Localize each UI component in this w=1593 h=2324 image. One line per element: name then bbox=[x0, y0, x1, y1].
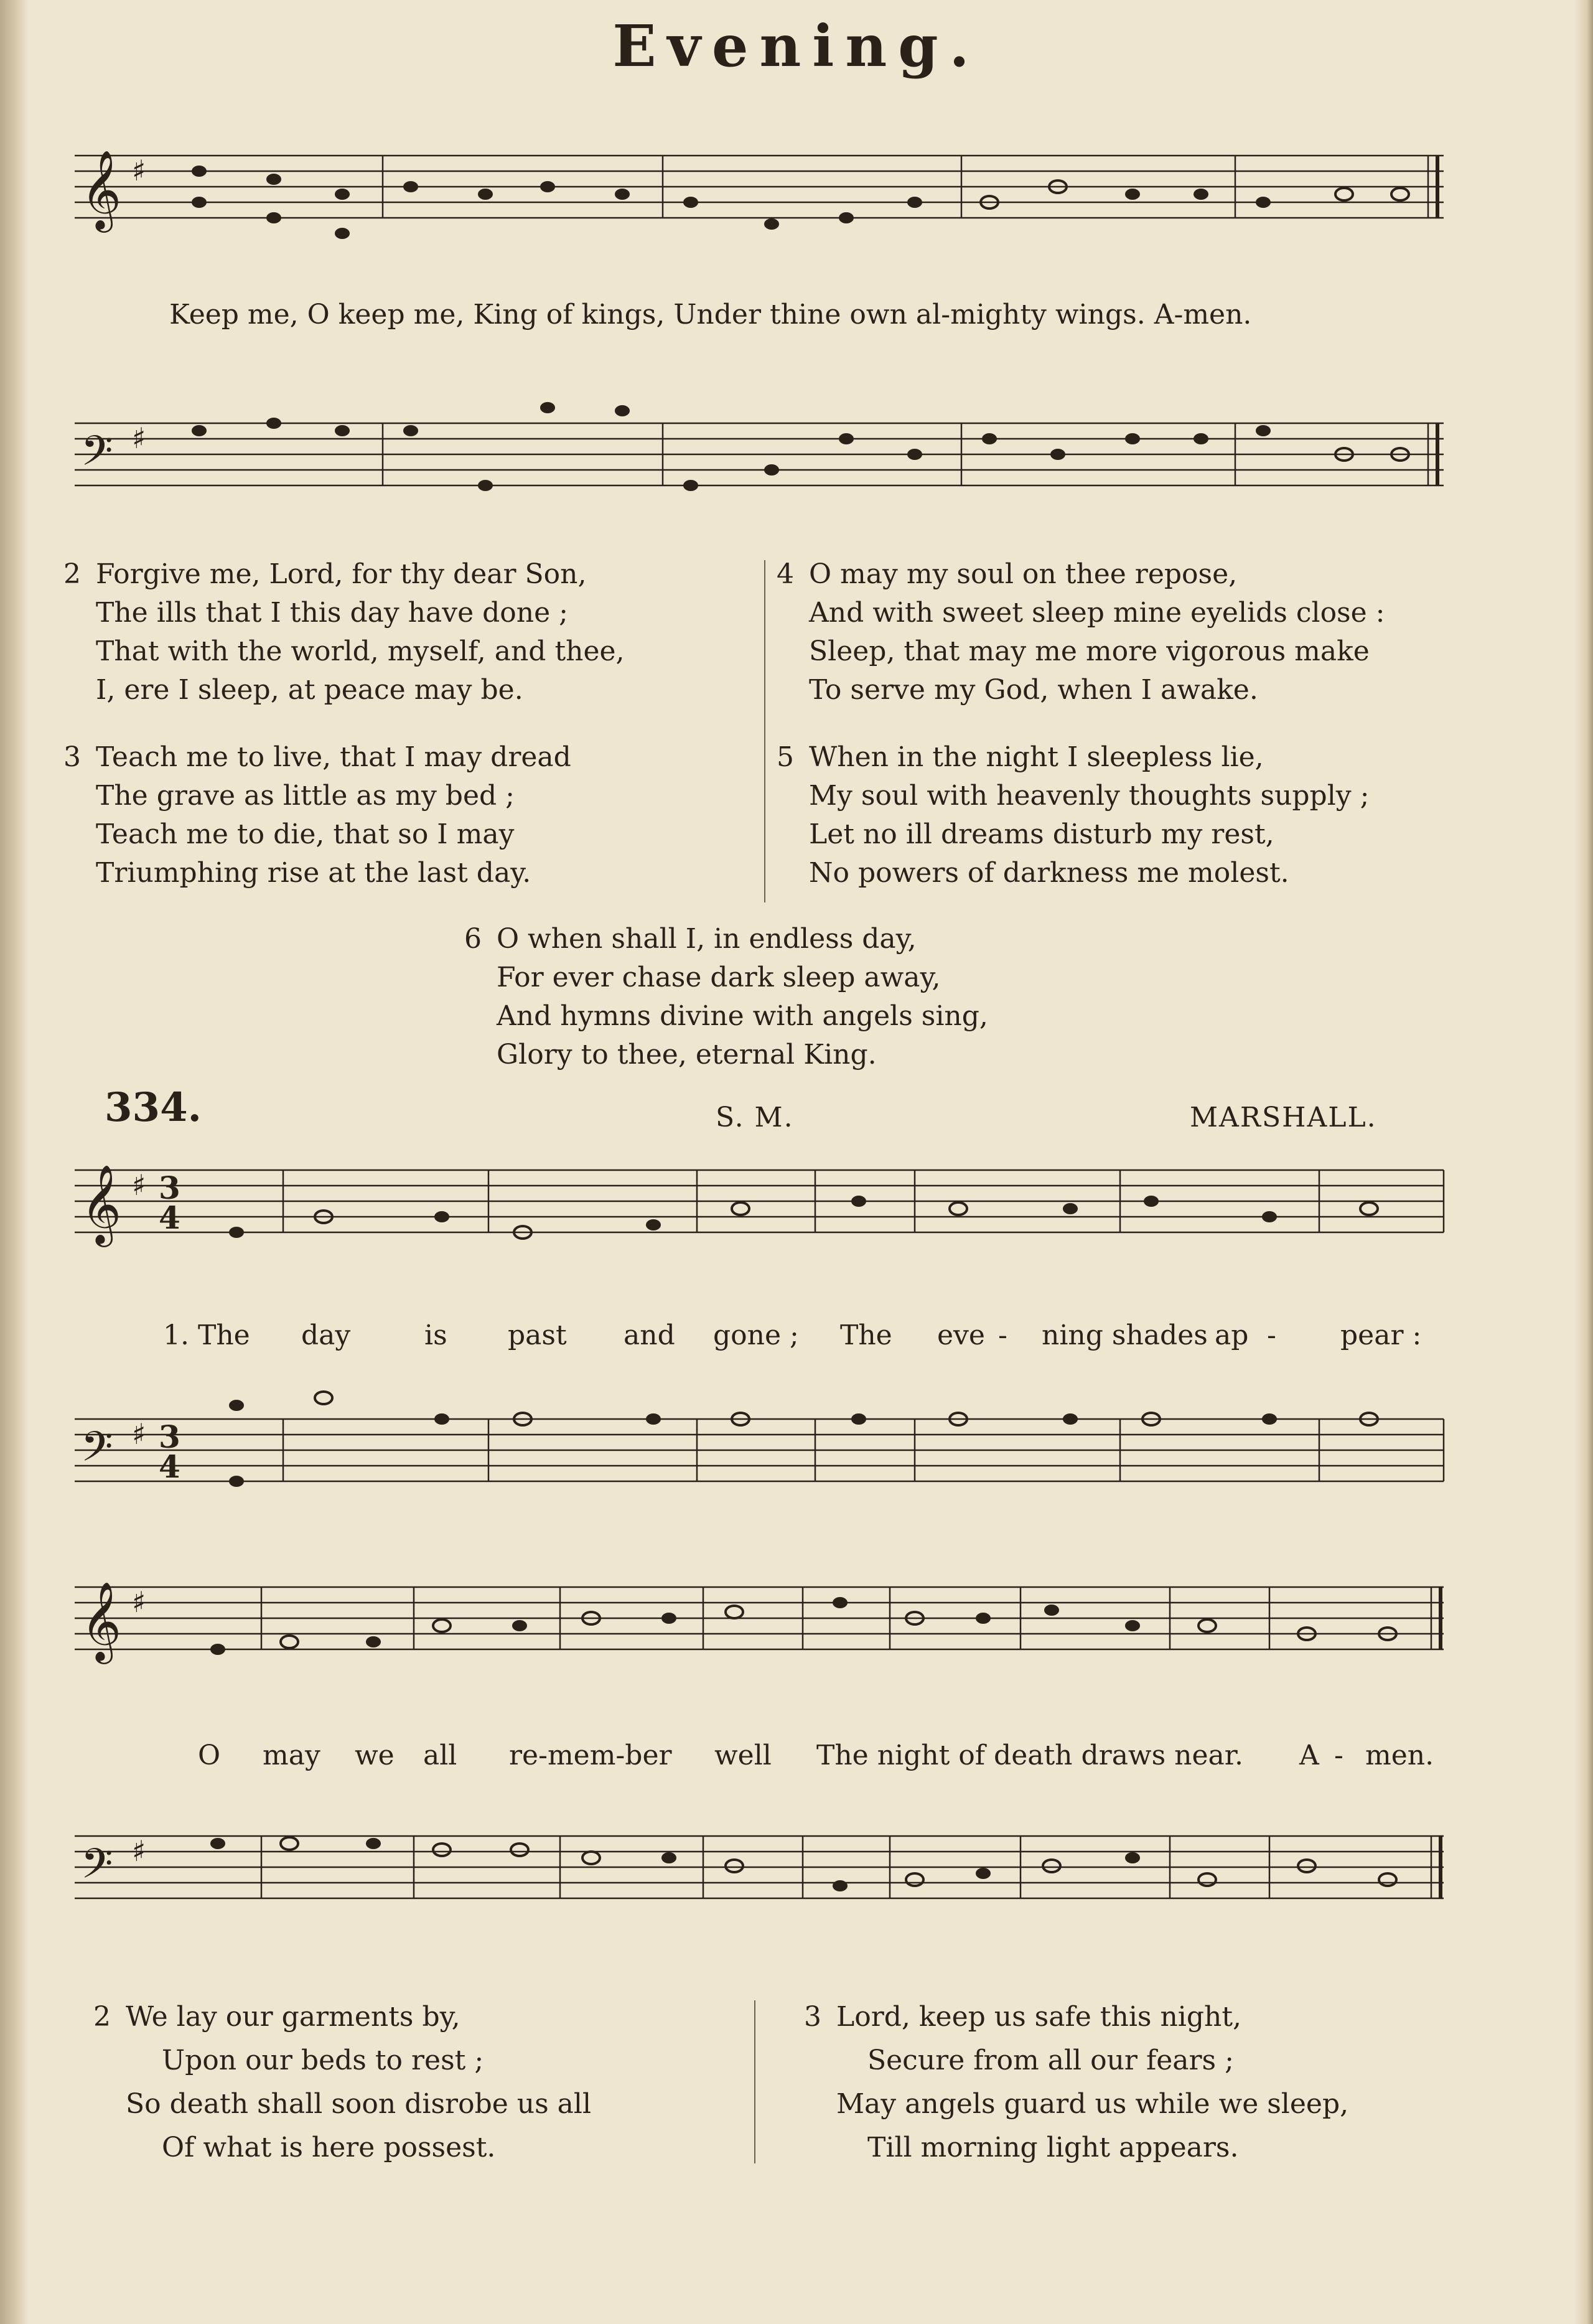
svg-text:𝄞: 𝄞 bbox=[81, 149, 122, 229]
syllable: men. bbox=[1365, 1740, 1434, 1771]
syllable: re-mem-ber bbox=[509, 1740, 672, 1771]
svg-text:3: 3 bbox=[159, 1418, 180, 1455]
music-system-prev-bass bbox=[75, 380, 1456, 492]
svg-text:♯: ♯ bbox=[132, 154, 146, 187]
syllable: ap bbox=[1215, 1319, 1249, 1351]
music-system-2-bass bbox=[75, 1792, 1456, 1905]
music-system-1-bass bbox=[75, 1375, 1456, 1488]
music-system-1-treble bbox=[75, 1151, 1456, 1263]
syllable: - bbox=[998, 1319, 1007, 1351]
syllable: The bbox=[840, 1319, 892, 1351]
svg-text:♯: ♯ bbox=[132, 421, 146, 455]
syllable: The night of death draws near. bbox=[816, 1740, 1243, 1771]
syllable: ning shades bbox=[1042, 1319, 1208, 1351]
syllable: O bbox=[198, 1740, 221, 1771]
syllable: day bbox=[301, 1319, 351, 1351]
hymn-number: 334. bbox=[105, 1084, 202, 1131]
syllable: - bbox=[1334, 1740, 1343, 1771]
verse-divider-prev bbox=[764, 560, 765, 902]
syllable: eve bbox=[937, 1319, 985, 1351]
verse-2-prev: 2 Forgive me, Lord, for thy dear Son, The ills that I this day have done ; That with the world, myself, and thee, I, ere I sleep, at peace may be. bbox=[63, 558, 625, 706]
svg-text:♯: ♯ bbox=[132, 1168, 146, 1202]
svg-text:𝄢: 𝄢 bbox=[81, 427, 113, 485]
syllable: may bbox=[263, 1740, 320, 1771]
syllable: pear : bbox=[1340, 1319, 1422, 1351]
svg-text:𝄞: 𝄞 bbox=[81, 1164, 122, 1244]
syllable: 1. The bbox=[163, 1319, 250, 1351]
music-system-prev-treble bbox=[75, 143, 1456, 255]
book-spine-shadow bbox=[0, 0, 29, 2324]
syllable: A bbox=[1299, 1740, 1319, 1771]
svg-text:3: 3 bbox=[159, 1169, 180, 1206]
svg-text:♯: ♯ bbox=[132, 1834, 146, 1868]
svg-text:𝄢: 𝄢 bbox=[81, 1840, 113, 1898]
verse-6-prev: 6 O when shall I, in endless day, For ever chase dark sleep away, And hymns divine with angels sing, Glory to thee, eternal King. bbox=[464, 923, 988, 1071]
syllable: - bbox=[1267, 1319, 1276, 1351]
page-edge-shadow bbox=[1574, 0, 1593, 2324]
verse-4-prev: 4 O may my soul on thee repose, And with sweet sleep mine eyelids close : Sleep, that may me more vigorous make To serve my God, when I awake. bbox=[777, 558, 1385, 706]
page-title: Evening. bbox=[612, 12, 981, 80]
hymn-meter: S. M. bbox=[716, 1102, 794, 1133]
svg-text:4: 4 bbox=[159, 1199, 180, 1236]
verse-2-334: 2 We lay our garments by, Upon our beds to rest ; So death shall soon disrobe us all Of what is here possest. bbox=[93, 2001, 592, 2163]
verse-3-334: 3 Lord, keep us safe this night, Secure from all our fears ; May angels guard us while we sleep, Till morning light appears. bbox=[804, 2001, 1349, 2163]
verse-5-prev: 5 When in the night I sleepless lie, My soul with heavenly thoughts supply ; Let no ill dreams disturb my rest, No powers of darkness me molest. bbox=[777, 741, 1370, 889]
svg-text:♯: ♯ bbox=[132, 1585, 146, 1619]
hymn-tune-name: MARSHALL. bbox=[1190, 1102, 1377, 1133]
syllable: and bbox=[624, 1319, 675, 1351]
svg-text:♯: ♯ bbox=[132, 1417, 146, 1451]
lyric-line-prev: Keep me, O keep me, King of kings, Under thine own al-mighty wings. A-men. bbox=[169, 299, 1252, 330]
syllable: gone ; bbox=[713, 1319, 799, 1351]
syllable: well bbox=[714, 1740, 772, 1771]
syllable: past bbox=[508, 1319, 567, 1351]
music-system-2-treble bbox=[75, 1568, 1456, 1680]
svg-text:𝄞: 𝄞 bbox=[81, 1581, 122, 1661]
svg-text:𝄢: 𝄢 bbox=[81, 1423, 113, 1481]
svg-text:4: 4 bbox=[159, 1448, 180, 1485]
syllable: is bbox=[424, 1319, 447, 1351]
verse-divider-334 bbox=[754, 2000, 755, 2163]
verse-3-prev: 3 Teach me to live, that I may dread The grave as little as my bed ; Teach me to die, that so I may Triumphing rise at the last day. bbox=[63, 741, 571, 889]
syllable: all bbox=[423, 1740, 457, 1771]
syllable: we bbox=[355, 1740, 395, 1771]
